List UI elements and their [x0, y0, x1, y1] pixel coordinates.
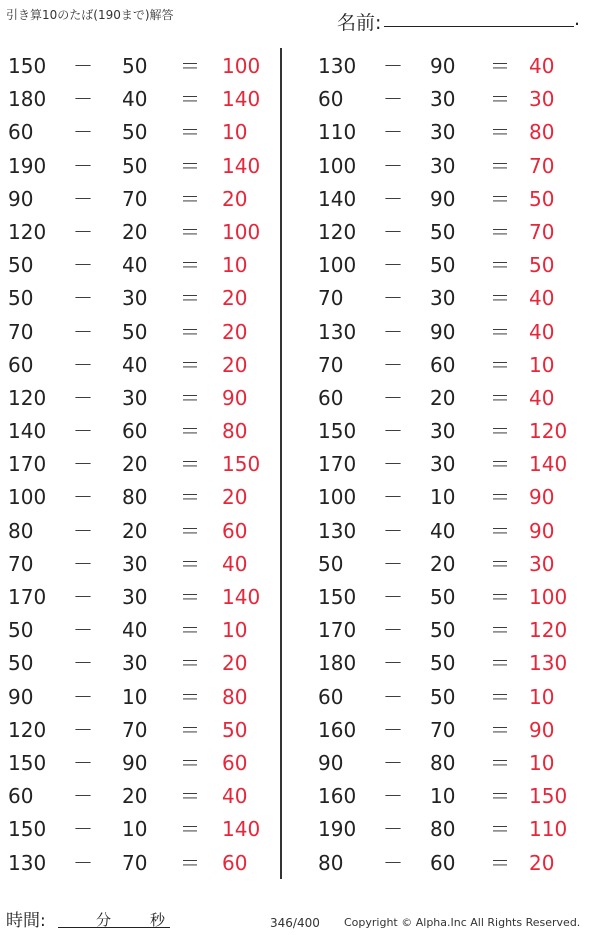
minuend: 50 — [8, 651, 34, 676]
minuend: 140 — [8, 419, 47, 444]
answer: 20 — [222, 319, 248, 344]
subtrahend: 50 — [122, 120, 148, 145]
name-field-line — [384, 26, 574, 27]
equals-sign: ＝ — [490, 219, 510, 244]
minus-sign: － — [73, 385, 93, 410]
subtrahend: 30 — [430, 452, 456, 477]
answer: 20 — [529, 850, 555, 875]
subtrahend: 10 — [122, 684, 148, 709]
equals-sign: ＝ — [490, 419, 510, 444]
equals-sign: ＝ — [180, 585, 200, 609]
minus-sign: － — [73, 618, 93, 643]
equals-sign: ＝ — [490, 485, 510, 510]
subtrahend: 50 — [122, 153, 148, 178]
minus-sign: － — [383, 452, 403, 477]
subtrahend: 70 — [122, 717, 148, 742]
minuend: 100 — [318, 153, 357, 178]
minuend: 90 — [8, 684, 34, 709]
answer: 50 — [529, 253, 555, 278]
minuend: 120 — [8, 385, 47, 410]
answer: 30 — [529, 87, 555, 112]
minus-sign: － — [73, 87, 93, 112]
equals-sign: ＝ — [490, 518, 510, 543]
equals-sign: ＝ — [490, 253, 510, 278]
equals-sign: ＝ — [180, 518, 200, 543]
answer: 40 — [222, 551, 248, 576]
minuend: 60 — [318, 87, 344, 112]
answer: 50 — [529, 186, 555, 211]
answer: 20 — [222, 352, 248, 377]
minuend: 80 — [8, 518, 34, 543]
minus-sign: － — [383, 87, 403, 112]
minus-sign: － — [383, 485, 403, 510]
answer: 130 — [529, 651, 568, 676]
subtrahend: 50 — [122, 319, 148, 344]
minuend: 90 — [8, 186, 34, 211]
equals-sign: ＝ — [490, 717, 510, 742]
name-label: 名前: — [337, 12, 382, 34]
answer: 20 — [222, 286, 248, 311]
subtrahend: 40 — [122, 352, 148, 377]
minus-sign: － — [383, 717, 403, 742]
minus-sign: － — [383, 120, 403, 145]
minuend: 50 — [8, 286, 34, 311]
minus-sign: － — [73, 651, 93, 676]
equals-sign: ＝ — [490, 54, 510, 78]
minuend: 100 — [318, 253, 357, 278]
minus-sign: － — [73, 717, 93, 742]
minuend: 120 — [8, 717, 47, 742]
answer: 100 — [529, 585, 568, 609]
answer: 140 — [529, 452, 568, 477]
subtrahend: 30 — [122, 551, 148, 576]
answer: 100 — [222, 54, 261, 78]
subtrahend: 70 — [430, 717, 456, 742]
answer: 10 — [529, 684, 555, 709]
subtrahend: 10 — [430, 485, 456, 510]
minuend: 180 — [318, 651, 357, 676]
equals-sign: ＝ — [490, 651, 510, 676]
subtrahend: 20 — [122, 452, 148, 477]
answer: 90 — [529, 485, 555, 510]
minus-sign: － — [73, 352, 93, 377]
answer: 60 — [222, 518, 248, 543]
equals-sign: ＝ — [180, 352, 200, 377]
equals-sign: ＝ — [180, 784, 200, 809]
equals-sign: ＝ — [180, 120, 200, 145]
subtrahend: 70 — [122, 186, 148, 211]
answer: 10 — [529, 352, 555, 377]
answer: 140 — [222, 817, 261, 842]
subtrahend: 50 — [430, 219, 456, 244]
minuend: 130 — [318, 319, 357, 344]
minuend: 190 — [318, 817, 357, 842]
minus-sign: － — [383, 750, 403, 775]
answer: 90 — [529, 518, 555, 543]
subtrahend: 30 — [122, 651, 148, 676]
minus-sign: － — [73, 684, 93, 709]
name-field-end-dot: . — [574, 8, 581, 30]
minus-sign: － — [383, 618, 403, 643]
subtrahend: 20 — [122, 784, 148, 809]
answer: 150 — [529, 784, 568, 809]
answer: 40 — [529, 385, 555, 410]
answer: 80 — [529, 120, 555, 145]
equals-sign: ＝ — [490, 750, 510, 775]
answer: 50 — [222, 717, 248, 742]
answer: 110 — [529, 817, 568, 842]
minuend: 190 — [8, 153, 47, 178]
equals-sign: ＝ — [490, 551, 510, 576]
minuend: 150 — [318, 419, 357, 444]
minuend: 70 — [318, 352, 344, 377]
minus-sign: － — [73, 585, 93, 609]
minus-sign: － — [383, 419, 403, 444]
subtrahend: 30 — [122, 286, 148, 311]
minuend: 90 — [318, 750, 344, 775]
time-label: 時間: — [6, 911, 46, 931]
minuend: 120 — [318, 219, 357, 244]
equals-sign: ＝ — [180, 485, 200, 510]
answer: 10 — [222, 618, 248, 643]
subtrahend: 30 — [430, 419, 456, 444]
subtrahend: 40 — [122, 87, 148, 112]
subtrahend: 50 — [430, 585, 456, 609]
subtrahend: 30 — [122, 585, 148, 609]
minus-sign: － — [73, 186, 93, 211]
equals-sign: ＝ — [490, 319, 510, 344]
minus-sign: － — [383, 253, 403, 278]
minus-sign: － — [383, 850, 403, 875]
answer: 150 — [222, 452, 261, 477]
minuend: 170 — [318, 618, 357, 643]
answer: 10 — [222, 120, 248, 145]
equals-sign: ＝ — [490, 286, 510, 311]
seconds-label: 秒 — [150, 911, 166, 929]
equals-sign: ＝ — [490, 385, 510, 410]
minuend: 120 — [8, 219, 47, 244]
subtrahend: 30 — [122, 385, 148, 410]
minuend: 150 — [318, 585, 357, 609]
minus-sign: － — [383, 385, 403, 410]
answer: 140 — [222, 153, 261, 178]
subtrahend: 20 — [430, 551, 456, 576]
minus-sign: － — [383, 54, 403, 78]
subtrahend: 20 — [122, 219, 148, 244]
subtrahend: 30 — [430, 87, 456, 112]
minuend: 60 — [318, 385, 344, 410]
subtrahend: 70 — [122, 850, 148, 875]
minuend: 160 — [318, 784, 357, 809]
minus-sign: － — [383, 219, 403, 244]
subtrahend: 90 — [430, 54, 456, 78]
minutes-label: 分 — [96, 911, 112, 929]
minuend: 70 — [318, 286, 344, 311]
equals-sign: ＝ — [490, 850, 510, 875]
minus-sign: － — [383, 551, 403, 576]
equals-sign: ＝ — [180, 186, 200, 211]
minuend: 60 — [8, 784, 34, 809]
equals-sign: ＝ — [180, 385, 200, 410]
equals-sign: ＝ — [180, 153, 200, 178]
answer: 140 — [222, 585, 261, 609]
minuend: 80 — [318, 850, 344, 875]
minuend: 110 — [318, 120, 357, 145]
answer: 140 — [222, 87, 261, 112]
equals-sign: ＝ — [490, 784, 510, 809]
minus-sign: － — [73, 319, 93, 344]
minuend: 60 — [8, 352, 34, 377]
minus-sign: － — [73, 286, 93, 311]
equals-sign: ＝ — [490, 684, 510, 709]
minuend: 130 — [318, 518, 357, 543]
subtrahend: 40 — [122, 618, 148, 643]
subtrahend: 80 — [430, 817, 456, 842]
minuend: 150 — [8, 54, 47, 78]
worksheet-title: 引き算10のたば(190まで)解答 — [6, 8, 174, 22]
minus-sign: － — [73, 120, 93, 145]
minus-sign: － — [73, 750, 93, 775]
answer: 20 — [222, 186, 248, 211]
minus-sign: － — [383, 186, 403, 211]
minuend: 130 — [318, 54, 357, 78]
minuend: 60 — [318, 684, 344, 709]
minuend: 140 — [318, 186, 357, 211]
answer: 80 — [222, 684, 248, 709]
answer: 30 — [529, 551, 555, 576]
minus-sign: － — [73, 850, 93, 875]
subtrahend: 30 — [430, 286, 456, 311]
equals-sign: ＝ — [180, 219, 200, 244]
equals-sign: ＝ — [490, 817, 510, 842]
minuend: 130 — [8, 850, 47, 875]
minuend: 60 — [8, 120, 34, 145]
minus-sign: － — [383, 319, 403, 344]
equals-sign: ＝ — [490, 153, 510, 178]
equals-sign: ＝ — [180, 319, 200, 344]
equals-sign: ＝ — [180, 286, 200, 311]
minuend: 100 — [8, 485, 47, 510]
answer: 20 — [222, 485, 248, 510]
subtrahend: 80 — [122, 485, 148, 510]
equals-sign: ＝ — [180, 419, 200, 444]
minus-sign: － — [383, 153, 403, 178]
equals-sign: ＝ — [180, 551, 200, 576]
answer: 40 — [529, 54, 555, 78]
answer: 10 — [222, 253, 248, 278]
equals-sign: ＝ — [180, 850, 200, 875]
equals-sign: ＝ — [180, 87, 200, 112]
minus-sign: － — [383, 684, 403, 709]
minus-sign: － — [73, 485, 93, 510]
equals-sign: ＝ — [180, 651, 200, 676]
minus-sign: － — [73, 219, 93, 244]
subtrahend: 20 — [122, 518, 148, 543]
subtrahend: 50 — [122, 54, 148, 78]
minuend: 170 — [8, 452, 47, 477]
equals-sign: ＝ — [180, 253, 200, 278]
subtrahend: 50 — [430, 253, 456, 278]
minuend: 50 — [8, 618, 34, 643]
minus-sign: － — [383, 585, 403, 609]
subtrahend: 50 — [430, 651, 456, 676]
column-divider — [280, 48, 282, 879]
minus-sign: － — [73, 551, 93, 576]
minus-sign: － — [383, 352, 403, 377]
subtrahend: 40 — [430, 518, 456, 543]
equals-sign: ＝ — [180, 618, 200, 643]
equals-sign: ＝ — [490, 87, 510, 112]
minuend: 100 — [318, 485, 357, 510]
equals-sign: ＝ — [180, 452, 200, 477]
equals-sign: ＝ — [180, 54, 200, 78]
answer: 40 — [529, 286, 555, 311]
minuend: 170 — [318, 452, 357, 477]
answer: 40 — [529, 319, 555, 344]
subtrahend: 40 — [122, 253, 148, 278]
answer: 60 — [222, 750, 248, 775]
minus-sign: － — [73, 452, 93, 477]
equals-sign: ＝ — [180, 684, 200, 709]
minus-sign: － — [383, 518, 403, 543]
minus-sign: － — [73, 54, 93, 78]
subtrahend: 50 — [430, 618, 456, 643]
minuend: 70 — [8, 319, 34, 344]
minus-sign: － — [73, 518, 93, 543]
answer: 120 — [529, 618, 568, 643]
minus-sign: － — [383, 817, 403, 842]
answer: 90 — [222, 385, 248, 410]
minuend: 160 — [318, 717, 357, 742]
answer: 70 — [529, 219, 555, 244]
minus-sign: － — [73, 419, 93, 444]
minuend: 50 — [318, 551, 344, 576]
equals-sign: ＝ — [180, 750, 200, 775]
minuend: 170 — [8, 585, 47, 609]
minus-sign: － — [73, 253, 93, 278]
page-number: 346/400 — [270, 916, 320, 930]
answer: 90 — [529, 717, 555, 742]
minus-sign: － — [383, 784, 403, 809]
subtrahend: 60 — [430, 850, 456, 875]
answer: 10 — [529, 750, 555, 775]
equals-sign: ＝ — [180, 717, 200, 742]
minus-sign: － — [73, 153, 93, 178]
minuend: 180 — [8, 87, 47, 112]
subtrahend: 10 — [430, 784, 456, 809]
answer: 80 — [222, 419, 248, 444]
answer: 20 — [222, 651, 248, 676]
equals-sign: ＝ — [490, 618, 510, 643]
subtrahend: 10 — [122, 817, 148, 842]
minuend: 70 — [8, 551, 34, 576]
minus-sign: － — [73, 784, 93, 809]
equals-sign: ＝ — [490, 352, 510, 377]
minus-sign: － — [383, 286, 403, 311]
subtrahend: 60 — [122, 419, 148, 444]
answer: 40 — [222, 784, 248, 809]
answer: 100 — [222, 219, 261, 244]
answer: 120 — [529, 419, 568, 444]
subtrahend: 90 — [430, 319, 456, 344]
subtrahend: 80 — [430, 750, 456, 775]
minuend: 150 — [8, 817, 47, 842]
subtrahend: 90 — [122, 750, 148, 775]
minuend: 150 — [8, 750, 47, 775]
minuend: 50 — [8, 253, 34, 278]
subtrahend: 30 — [430, 153, 456, 178]
equals-sign: ＝ — [490, 452, 510, 477]
copyright-notice: Copyright © Alpha.Inc All Rights Reserved. — [344, 916, 581, 929]
subtrahend: 50 — [430, 684, 456, 709]
answer: 70 — [529, 153, 555, 178]
equals-sign: ＝ — [490, 186, 510, 211]
subtrahend: 60 — [430, 352, 456, 377]
subtrahend: 20 — [430, 385, 456, 410]
minus-sign: － — [73, 817, 93, 842]
minus-sign: － — [383, 651, 403, 676]
equals-sign: ＝ — [490, 120, 510, 145]
subtrahend: 90 — [430, 186, 456, 211]
subtrahend: 30 — [430, 120, 456, 145]
equals-sign: ＝ — [180, 817, 200, 842]
answer: 60 — [222, 850, 248, 875]
equals-sign: ＝ — [490, 585, 510, 609]
